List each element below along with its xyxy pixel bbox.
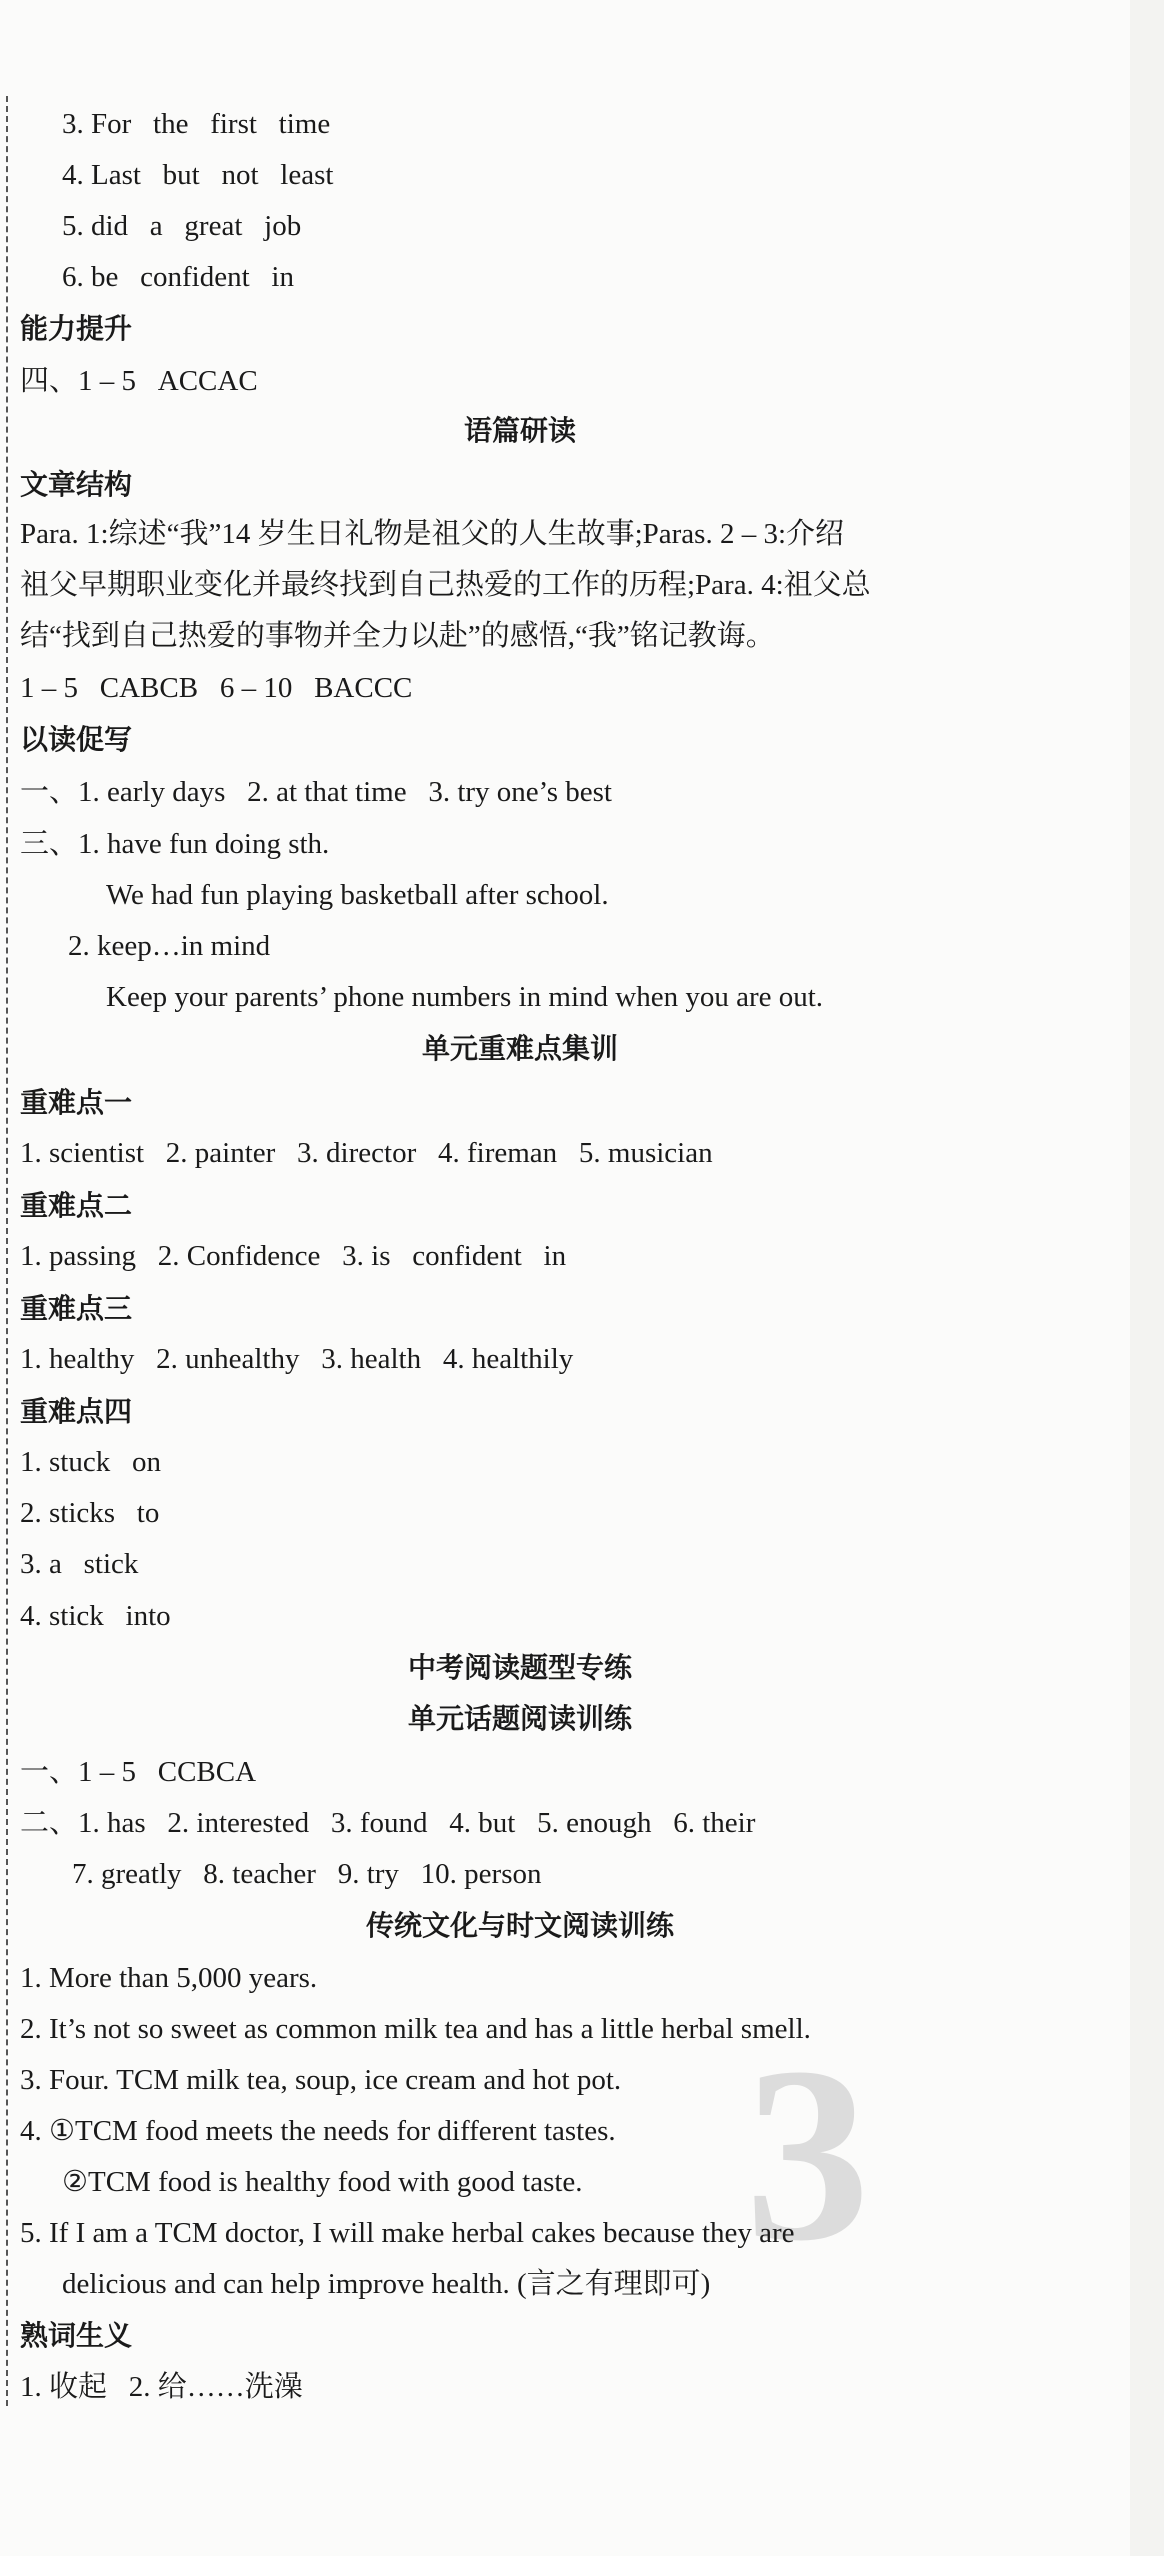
answer-line: 3. For the first time — [62, 108, 331, 140]
answer-line: We had fun playing basketball after school. — [106, 879, 609, 911]
section-heading: 重难点三 — [20, 1292, 133, 1325]
section-heading: 熟词生义 — [20, 2319, 133, 2352]
paragraph-line: 祖父早期职业变化并最终找到自己热爱的工作的历程;Para. 4:祖父总 — [20, 569, 871, 601]
answer-line: 3. a stick — [20, 1548, 139, 1580]
answer-line: 4. Last but not least — [62, 159, 334, 191]
answer-line: 一、1 – 5 CCBCA — [20, 1756, 257, 1788]
answer-line: 1 – 5 CABCB 6 – 10 BACCC — [20, 672, 413, 704]
section-title: 中考阅读题型专练 — [407, 1651, 632, 1684]
section-heading: 能力提升 — [20, 312, 133, 345]
answer-line: 一、1. early days 2. at that time 3. try one’s best — [20, 776, 612, 808]
answer-line: 1. 收起 2. 给……洗澡 — [20, 2371, 303, 2403]
answer-line: 3. Four. TCM milk tea, soup, ice cream and hot pot. — [20, 2064, 622, 2096]
answer-line: 2. sticks to — [20, 1497, 160, 1529]
answer-line: Keep your parents’ phone numbers in mind when you are out. — [106, 981, 824, 1013]
answer-line: 四、1 – 5 ACCAC — [20, 365, 258, 397]
paragraph-line: Para. 1:综述“我”14 岁生日礼物是祖父的人生故事;Paras. 2 – 3:介绍 — [20, 518, 845, 550]
answer-line: ②TCM food is healthy food with good taste. — [62, 2166, 583, 2198]
answer-line: 5. If I am a TCM doctor, I will make herbal cakes because they are — [20, 2217, 795, 2249]
section-title: 语篇研读 — [463, 414, 576, 447]
answer-line: 1. passing 2. Confidence 3. is confident in — [20, 1240, 567, 1272]
answer-line: 2. keep…in mind — [68, 930, 271, 962]
answer-line: 1. More than 5,000 years. — [20, 1962, 318, 1994]
answer-line: 1. stuck on — [20, 1446, 161, 1478]
section-heading: 以读促写 — [20, 723, 133, 756]
section-heading: 文章结构 — [20, 468, 133, 501]
answer-line: 6. be confident in — [62, 261, 294, 293]
section-heading: 重难点四 — [20, 1395, 133, 1428]
answer-line: 4. ①TCM food meets the needs for different tastes. — [20, 2115, 616, 2147]
section-heading: 重难点一 — [20, 1086, 133, 1119]
answer-line: 1. scientist 2. painter 3. director 4. fireman 5. musician — [20, 1137, 713, 1169]
answer-line: 2. It’s not so sweet as common milk tea and has a little herbal smell. — [20, 2013, 811, 2045]
paragraph-line: 结“找到自己热爱的事物并全力以赴”的感悟,“我”铭记教诲。 — [20, 620, 775, 652]
section-heading: 重难点二 — [20, 1189, 133, 1222]
section-title: 传统文化与时文阅读训练 — [365, 1909, 674, 1942]
answer-line: 7. greatly 8. teacher 9. try 10. person — [72, 1858, 542, 1890]
answer-line: 5. did a great job — [62, 210, 302, 242]
answer-line: 4. stick into — [20, 1600, 171, 1632]
page-number-watermark: 3 — [745, 2016, 870, 2293]
answer-line: 1. healthy 2. unhealthy 3. health 4. healthily — [20, 1343, 574, 1375]
answer-line: delicious and can help improve health. (言之有理即可) — [62, 2268, 711, 2300]
section-title: 单元重难点集训 — [421, 1032, 618, 1065]
section-title: 单元话题阅读训练 — [407, 1702, 632, 1735]
answer-line: 三、1. have fun doing sth. — [20, 828, 330, 860]
answer-line: 二、1. has 2. interested 3. found 4. but 5. enough 6. their — [20, 1807, 756, 1839]
